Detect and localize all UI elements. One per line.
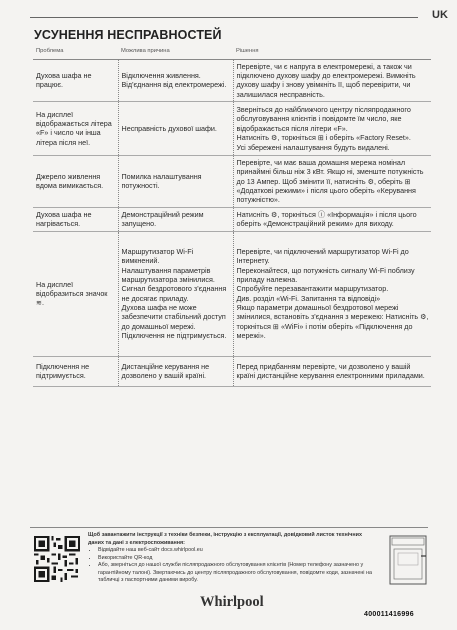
solution-line: Усі збережені налаштування будуть видалені. [236,142,390,152]
solution-cell [233,101,431,155]
solution-line: Спробуйте перезавантажити маршрутизатор. [236,284,389,294]
solution-line: Перевірте, чи має ваша домашня мережа номінал принаймні більш ніж 3 кВт. Якщо ні, зменште потужність до 13 Ампер. Щоб змінити її, натисніть ⚙, оберіть ⊞ «Додаткові режими» і після цього оберіть «Керування потужністю». [236,157,424,205]
cause-line: Духова шафа не може забезпечити стабільний доступ до домашньої мережі. [121,303,226,331]
list-item: • Відвідайте наш веб-сайт docs.whirlpool.eu [98,547,376,555]
solution-line: Натисніть ⚙, торкніться ⓘ «Інформація» і після цього оберіть «Демонстраційний режим» для виходу. [236,209,417,229]
cause-line: Налаштування параметрів маршрутизатора змінилися. [121,265,215,285]
cause-line: Помилка налаштування потужності. [121,172,202,191]
column-header-problem: Проблема [33,47,118,59]
table-row [33,101,431,155]
cause-cell [118,231,233,356]
solution-line: Натисніть ⚙, торкніться ⊞ і оберіть «Factory Reset». [236,133,411,143]
solution-line: Якщо параметри домашньої бездротової мережі змінилися, встановіть з'єднання з мережею: Натисніть ⚙, торкніться ⊞ «WiFi» і потім оберіть «Підключення до мережі». [236,303,429,341]
solution-cell [233,356,431,386]
problem-cell: Духова шафа не працює. [33,59,118,101]
cause-line: Демонстраційний режим запущено. [121,209,204,229]
solution-line: Перед придбанням перевірте, чи дозволено у вашій країні дистанційне керування електронними приладами. [236,361,425,381]
table-row [33,59,431,101]
footer-rule [30,527,428,528]
list-item: • Або, зверніться до нашої служби післяпродажного обслуговування клієнтів (Номер телефону зазначено у гарантійному талоні). Звертаючись до центру післяпродажного обслуговування, повідомте коди, зазначені на табличці з паспортними даними виробу. [98,562,376,585]
table-header-row [33,47,431,59]
solution-line: Переконайтеся, що потужність сигналу Wi-Fi поблизу приладу належна. [236,265,415,285]
page-title: УСУНЕННЯ НЕСПРАВНОСТЕЙ [34,28,222,42]
table-row [33,356,431,386]
qr-code-icon [34,536,80,582]
troubleshooting-table [33,47,431,387]
solution-line: Зверніться до найближчого центру післяпродажного обслуговування клієнтів і повідомте їм число, яке відображається після літери «F». [236,105,411,133]
oven-illustration-icon [388,534,428,586]
brand-logo: Whirlpool [200,594,264,610]
problem-cell: На дисплеї відобразиться значок ≋. [33,231,118,356]
list-item: • Використайте QR-код [98,555,376,563]
cause-line: Відключення живлення. [121,70,201,80]
solution-line: Перевірте, чи є напруга в електромережі, а також чи підключено духову шафу до електромережі. Вимкніть духову шафу і знову увімкніть її, щоб перевірити, чи залишилася несправність. [236,61,416,99]
download-intro: Щоб завантажити інструкції з техніки безпеки, інструкцію з експлуатації, довідковий листок технічних даних та дані з електроспоживання: [88,532,362,546]
solution-cell [233,231,431,356]
column-header-solution: Рішення [233,47,431,59]
cause-line: Дистанційне керування не дозволено у вашій країні. [121,361,210,381]
header-rule [30,17,418,18]
problem-cell: На дисплеї відображається літера «F» і число чи інша літера після неї. [33,101,118,155]
table-row [33,231,431,356]
cause-cell [118,59,233,101]
cause-cell [118,356,233,386]
solution-cell [233,59,431,101]
table-row [33,155,431,207]
download-info [88,532,376,585]
table-row [33,207,431,231]
solution-line: Див. розділ «Wi-Fi. Запитання та відповіді» [236,293,381,303]
solution-cell [233,155,431,207]
solution-line: Перевірте, чи підключений маршрутизатор Wi-Fi до Інтернету. [236,246,409,266]
cause-cell [118,101,233,155]
problem-cell: Джерело живлення вдома вимикається. [33,155,118,207]
cause-line: Підключення не підтримується. [121,331,227,341]
download-options [88,547,376,585]
column-header-cause: Можлива причина [118,47,233,59]
cause-line: Несправність духової шафи. [121,123,217,133]
problem-cell: Духова шафа не нагрівається. [33,207,118,231]
solution-cell [233,207,431,231]
document-code: 400011416996 [364,611,414,618]
cause-line: Маршрутизатор Wi-Fi вимкнений. [121,246,194,266]
problem-cell: Підключення не підтримується. [33,356,118,386]
language-code: UK [432,9,448,21]
cause-line: Сигнал бездротового з'єднання не досягає приладу. [121,284,227,303]
cause-line: Від'єднання від електромережі. [121,80,227,90]
cause-cell [118,207,233,231]
cause-cell [118,155,233,207]
